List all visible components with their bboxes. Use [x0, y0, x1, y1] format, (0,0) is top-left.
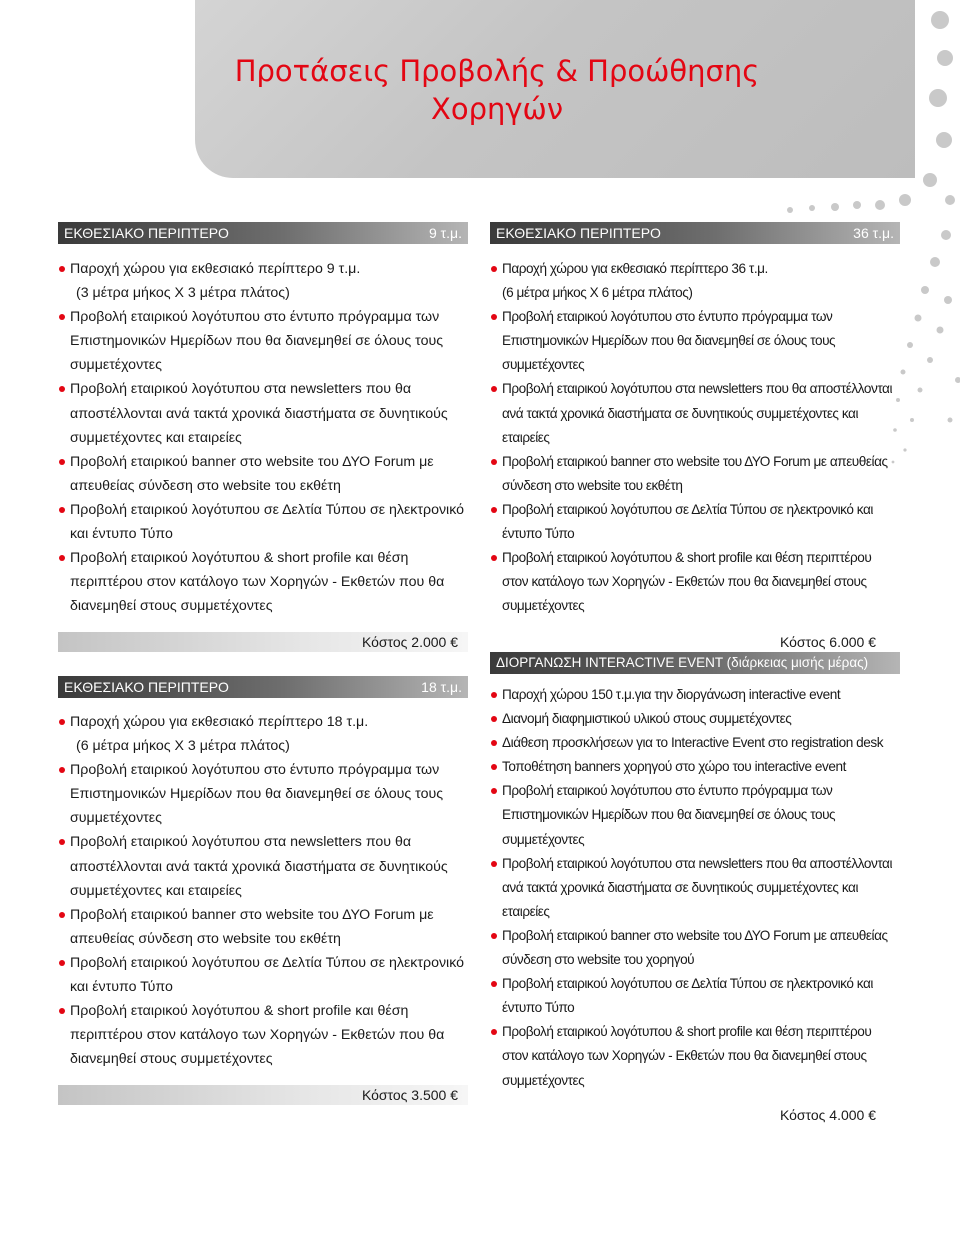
booth-9-size: 9 τ.μ. [428, 225, 462, 241]
list-item: Προβολή εταιρικού banner στο website του ΔΥΟ Forum με απευθείας σύνδεση στο website του εκθέτη [58, 450, 468, 498]
list-item: Προβολή εταιρικού λογότυπου & short profile και θέση περιπτέρου στον κατάλογο των Χορηγών - Εκθετών που θα διανεμηθεί στους συμμετέχοντες [490, 1020, 900, 1092]
booth-18-dimensions: (6 μέτρα μήκος Χ 3 μέτρα πλάτος) [76, 738, 290, 755]
booth-36-section [490, 222, 900, 650]
list-item: Προβολή εταιρικού λογότυπου στο έντυπο πρόγραμμα των Επιστημονικών Ημερίδων που θα διανεμηθεί σε όλους τους συμμετέχοντες [58, 758, 468, 830]
booth-36-header-title: ΕΚΘΕΣΙΑΚΟ ΠΕΡΙΠΤΕΡΟ [496, 225, 661, 241]
page-title [195, 52, 799, 128]
booth-9-dimensions: (3 μέτρα μήκος Χ 3 μέτρα πλάτος) [76, 285, 290, 302]
list-item: Παροχή χώρου 150 τ.μ.για την διοργάνωση interactive event [490, 683, 900, 707]
booth-36-cost: Κόστος 6.000 € [779, 634, 876, 651]
list-item: Προβολή εταιρικού λογότυπου στα newsletters που θα αποστέλλονται ανά τακτά χρονικά διαστήματα σε δυνητικούς συμμετέχοντες και εταιρείες [490, 377, 900, 449]
booth-36-header [490, 222, 900, 244]
list-item: Προβολή εταιρικού λογότυπου & short profile και θέση περιπτέρου στον κατάλογο των Χορηγών - Εκθετών που θα διανεμηθεί στους συμμετέχοντες [58, 999, 468, 1071]
list-item: Διανομή διαφημιστικού υλικού στους συμμετέχοντες [490, 707, 900, 731]
list-item: Προβολή εταιρικού λογότυπου στα newsletters που θα αποστέλλονται ανά τακτά χρονικά διαστήματα σε δυνητικούς συμμετέχοντες και εταιρείες [58, 830, 468, 902]
list-item: Προβολή εταιρικού λογότυπου & short profile και θέση περιπτέρου στον κατάλογο των Χορηγών - Εκθετών που θα διανεμηθεί στους συμμετέχοντες [490, 546, 900, 618]
booth-18-header [58, 676, 468, 698]
booth-9-header [58, 222, 468, 244]
booth-18-header-title: ΕΚΘΕΣΙΑΚΟ ΠΕΡΙΠΤΕΡΟ [64, 679, 229, 695]
booth-36-dimensions: (6 μέτρα μήκος Χ 6 μέτρα πλάτος) [502, 285, 693, 301]
booth-9-list [58, 257, 468, 281]
list-item: Προβολή εταιρικού banner στο website του ΔΥΟ Forum με απευθείας σύνδεση στο website του χορηγού [490, 924, 900, 972]
booth-36-size: 36 τ.μ. [853, 225, 894, 241]
list-item: Προβολή εταιρικού λογότυπου στο έντυπο πρόγραμμα των Επιστημονικών Ημερίδων που θα διανεμηθεί σε όλους τους συμμετέχοντες [490, 779, 900, 851]
booth-9-cost: Κόστος 2.000 € [58, 632, 468, 652]
booth-18-features [58, 758, 468, 1071]
booth-9-header-title: ΕΚΘΕΣΙΑΚΟ ΠΕΡΙΠΤΕΡΟ [64, 225, 229, 241]
list-item: Παροχή χώρου για εκθεσιακό περίπτερο 36 τ.μ. [490, 257, 900, 281]
interactive-event-header: ΔΙΟΡΓΑΝΩΣΗ INTERACTIVE EVENT (διάρκειας μισής μέρας) [490, 652, 900, 674]
list-item: Προβολή εταιρικού λογότυπου στα newsletters που θα αποστέλλονται ανά τακτά χρονικά διαστήματα σε δυνητικούς συμμετέχοντες και εταιρείες [490, 852, 900, 924]
list-item: Διάθεση προσκλήσεων για το Interactive Event στο registration desk [490, 731, 900, 755]
list-item: Προβολή εταιρικού λογότυπου στο έντυπο πρόγραμμα των Επιστημονικών Ημερίδων που θα διανεμηθεί σε όλους τους συμμετέχοντες [490, 305, 900, 377]
list-item: Προβολή εταιρικού λογότυπου σε Δελτία Τύπου σε ηλεκτρονικό και έντυπο Τύπο [58, 498, 468, 546]
booth-18-cost: Κόστος 3.500 € [58, 1085, 468, 1105]
page-title-line2: Χορηγών [430, 92, 564, 126]
page-title-line1: Προτάσεις Προβολής & Προώθησης [234, 54, 760, 88]
list-item: Προβολή εταιρικού banner στο website του ΔΥΟ Forum με απευθείας σύνδεση στο website του εκθέτη [58, 903, 468, 951]
booth-36-features [490, 305, 900, 618]
booth-18-size: 18 τ.μ. [421, 679, 462, 695]
list-item: Προβολή εταιρικού λογότυπου σε Δελτία Τύπου σε ηλεκτρονικό και έντυπο Τύπο [490, 498, 900, 546]
booth-36-list [490, 257, 900, 281]
interactive-event-cost: Κόστος 4.000 € [779, 1106, 876, 1123]
list-item: Παροχή χώρου για εκθεσιακό περίπτερο 18 τ.μ. [58, 710, 468, 734]
list-item: Παροχή χώρου για εκθεσιακό περίπτερο 9 τ.μ. [58, 257, 468, 281]
booth-9-features [58, 305, 468, 618]
list-item: Προβολή εταιρικού λογότυπου & short profile και θέση περιπτέρου στον κατάλογο των Χορηγών - Εκθετών που θα διανεμηθεί στους συμμετέχοντες [58, 546, 468, 618]
list-item: Τοποθέτηση banners χορηγού στο χώρο του interactive event [490, 755, 900, 779]
list-item: Προβολή εταιρικού banner στο website του ΔΥΟ Forum με απευθείας σύνδεση στο website του εκθέτη [490, 450, 900, 498]
interactive-event-section [490, 652, 900, 1123]
list-item: Προβολή εταιρικού λογότυπου σε Δελτία Τύπου σε ηλεκτρονικό και έντυπο Τύπο [58, 951, 468, 999]
booth-18-section [58, 676, 468, 1105]
list-item: Προβολή εταιρικού λογότυπου σε Δελτία Τύπου σε ηλεκτρονικό και έντυπο Τύπο [490, 972, 900, 1020]
booth-18-list [58, 710, 468, 734]
list-item: Προβολή εταιρικού λογότυπου στα newsletters που θα αποστέλλονται ανά τακτά χρονικά διαστήματα σε δυνητικούς συμμετέχοντες και εταιρείες [58, 377, 468, 449]
list-item: Προβολή εταιρικού λογότυπου στο έντυπο πρόγραμμα των Επιστημονικών Ημερίδων που θα διανεμηθεί σε όλους τους συμμετέχοντες [58, 305, 468, 377]
interactive-event-features [490, 683, 900, 1093]
booth-9-section [58, 222, 468, 652]
